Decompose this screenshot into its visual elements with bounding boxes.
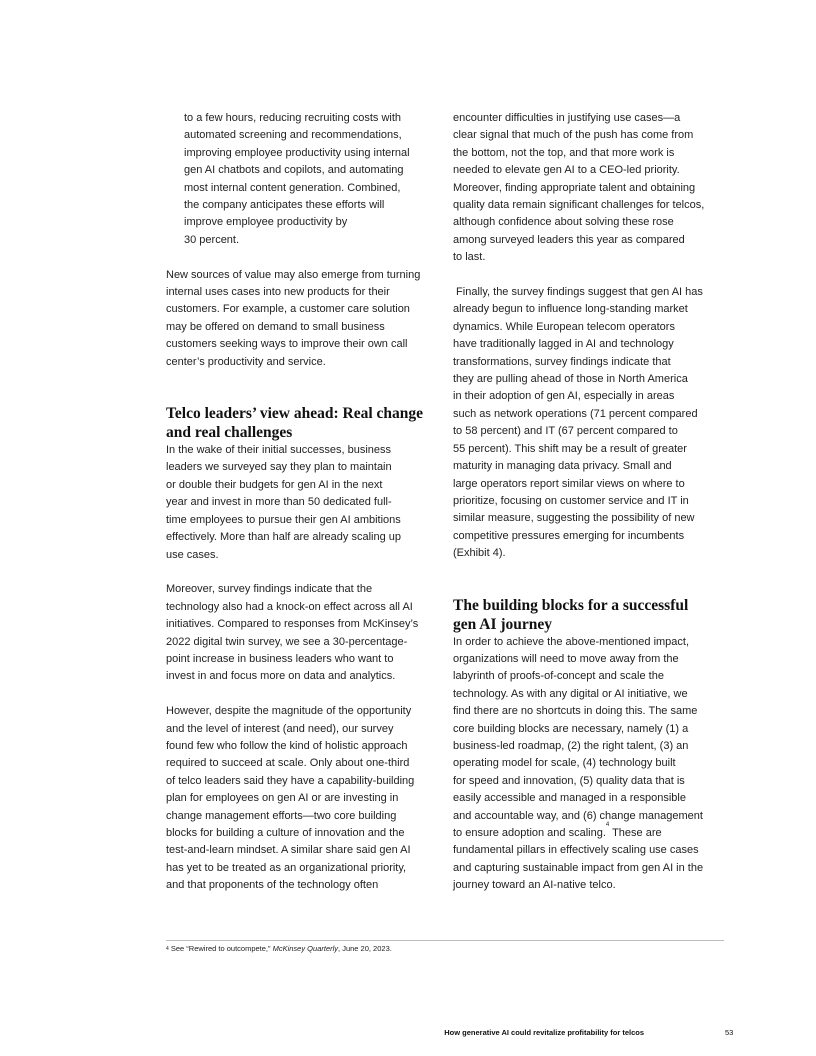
text-line: technology also had a knock-on effect across all AI — [166, 600, 413, 613]
text-line: such as network operations (71 percent compared — [453, 407, 698, 420]
text-line: labyrinth of proofs-of-concept and scale the — [453, 670, 664, 683]
text-line: Finally, the survey findings suggest that gen AI has — [453, 286, 703, 299]
text-fragment: to ensure adoption and scaling. — [453, 827, 606, 840]
text-line: business-led roadmap, (2) the right talent, (3) an — [453, 739, 689, 752]
text-line-with-footnote-ref — [453, 822, 729, 842]
text-line: and the level of interest (and need), our survey — [166, 722, 394, 735]
footnote-divider — [166, 940, 724, 941]
text-line: journey toward an AI-native telco. — [453, 879, 616, 892]
text-line: invest in and focus more on data and analytics. — [166, 670, 396, 683]
text-line: in their adoption of gen AI, especially in areas — [453, 390, 675, 403]
text-line: has yet to be treated as an organizational priority, — [166, 861, 407, 874]
footer-title: How generative AI could revitalize profitability for telcos — [444, 1028, 644, 1037]
paragraph-order — [453, 634, 729, 895]
text-line: use cases. — [166, 548, 219, 561]
text-line: although confidence about solving these rose — [453, 216, 674, 229]
text-line: they are pulling ahead of those in North America — [453, 373, 688, 386]
paragraph-new-sources — [166, 267, 438, 371]
text-line: of telco leaders said they have a capability-building — [166, 774, 415, 787]
text-line: test-and-learn mindset. A similar share said gen AI — [166, 844, 411, 857]
text-line: customers seeking ways to improve their own call — [166, 338, 408, 351]
text-line: to last. — [453, 251, 486, 264]
heading-line: gen AI journey — [453, 615, 553, 633]
text-line: internal uses cases into new products for their — [166, 286, 390, 299]
text-line: competitive pressures emerging for incumbents — [453, 529, 685, 542]
left-column — [166, 110, 438, 895]
paragraph-however — [166, 703, 438, 894]
text-line: large operators report similar views on where to — [453, 477, 685, 490]
text-line: automated screening and recommendations, — [184, 129, 402, 142]
footnote-text: , June 20, 2023. — [338, 944, 392, 953]
text-line: similar measure, suggesting the possibility of new — [453, 512, 695, 525]
section-heading-building-blocks — [453, 596, 729, 634]
text-line: already begun to influence long-standing market — [453, 303, 688, 316]
text-line: technology. As with any digital or AI initiative, we — [453, 687, 688, 700]
text-line: organizations will need to move away from the — [453, 652, 679, 665]
text-line: year and invest in more than 50 dedicated full- — [166, 496, 392, 509]
text-line: initiatives. Compared to responses from McKinsey’s — [166, 618, 419, 631]
text-line: clear signal that much of the push has come from — [453, 129, 694, 142]
paragraph-finally — [453, 284, 729, 563]
text-line: point increase in business leaders who want to — [166, 652, 394, 665]
text-line: find there are no shortcuts in doing this. The same — [453, 705, 698, 718]
footnote — [166, 944, 392, 954]
footnote-number: 4 — [166, 946, 169, 952]
text-line: for speed and innovation, (5) quality data that is — [453, 774, 685, 787]
text-line: In order to achieve the above-mentioned impact, — [453, 635, 690, 648]
text-line: improve employee productivity by — [184, 216, 348, 229]
text-line: needed to elevate gen AI to a CEO-led priority. — [453, 164, 680, 177]
paragraph-encounter — [453, 110, 729, 267]
text-line: New sources of value may also emerge from turning — [166, 268, 421, 281]
text-line: or double their budgets for gen AI in the next — [166, 478, 383, 491]
footnote-text: See “Rewired to outcompete,” — [168, 944, 273, 953]
text-line: most internal content generation. Combined, — [184, 181, 401, 194]
text-line: change management efforts—two core building — [166, 809, 397, 822]
continued-bullet — [166, 110, 438, 249]
text-line: Moreover, survey findings indicate that the — [166, 583, 373, 596]
text-line: quality data remain significant challenges for telcos, — [453, 199, 705, 212]
text-line: In the wake of their initial successes, business — [166, 444, 392, 457]
text-line: prioritize, focusing on customer service and IT in — [453, 494, 689, 507]
text-line: 55 percent). This shift may be a result of greater — [453, 442, 687, 455]
text-line: the bottom, not the top, and that more work is — [453, 146, 675, 159]
text-line: 30 percent. — [184, 233, 240, 246]
footnote-publication: McKinsey Quarterly — [272, 944, 339, 953]
text-line: effectively. More than half are already scaling up — [166, 531, 402, 544]
text-line: core building blocks are necessary, namely (1) a — [453, 722, 689, 735]
heading-line: and real challenges — [166, 424, 293, 442]
text-line: to 58 percent) and IT (67 percent compared to — [453, 425, 678, 438]
paragraph-moreover — [166, 581, 438, 685]
footnote-ref[interactable]: 4 — [605, 822, 610, 829]
text-line: easily accessible and managed in a responsible — [453, 792, 686, 805]
text-line: have traditionally lagged in AI and technology — [453, 338, 674, 351]
text-line: found few who follow the kind of holistic approach — [166, 739, 408, 752]
text-line: However, despite the magnitude of the opportunity — [166, 705, 412, 718]
text-line: and accountable way, and (6) change management — [453, 809, 703, 822]
text-line: center’s productivity and service. — [166, 355, 326, 368]
text-line: encounter difficulties in justifying use cases—a — [453, 112, 681, 124]
text-line: customers. For example, a customer care solution — [166, 303, 410, 316]
page-number: 53 — [725, 1028, 734, 1037]
text-line: among surveyed leaders this year as compared — [453, 233, 685, 246]
text-line: time employees to pursue their gen AI ambitions — [166, 513, 401, 526]
text-line: and capturing sustainable impact from gen AI in the — [453, 861, 704, 874]
text-line: the company anticipates these efforts will — [184, 199, 385, 212]
heading-line: Telco leaders’ view ahead: Real change — [166, 405, 424, 423]
text-line: 2022 digital twin survey, we see a 30-percentage- — [166, 635, 408, 648]
text-line: fundamental pillars in effectively scaling use cases — [453, 844, 699, 857]
paragraph-wake — [166, 442, 438, 564]
text-line: maturity in managing data privacy. Small and — [453, 460, 672, 473]
text-line: improving employee productivity using internal — [184, 146, 410, 159]
text-line: and that proponents of the technology often — [166, 879, 379, 892]
text-line: operating model for scale, (4) technology built — [453, 757, 676, 770]
text-line: Moreover, finding appropriate talent and obtaining — [453, 181, 696, 194]
text-fragment: These are — [609, 827, 662, 840]
right-column — [453, 110, 729, 895]
text-line: required to succeed at scale. Only about one-third — [166, 757, 410, 770]
text-line: to a few hours, reducing recruiting costs with — [184, 112, 402, 124]
text-line: leaders we surveyed say they plan to maintain — [166, 461, 392, 474]
section-heading-telco-leaders — [166, 404, 438, 442]
text-line: transformations, survey findings indicate that — [453, 355, 671, 368]
text-line: may be offered on demand to small business — [166, 320, 385, 333]
text-line: blocks for building a culture of innovation and the — [166, 826, 405, 839]
text-line: (Exhibit 4). — [453, 547, 506, 560]
text-line: dynamics. While European telecom operators — [453, 320, 675, 333]
heading-line: The building blocks for a successful — [453, 596, 689, 614]
text-line: plan for employees on gen AI or are investing in — [166, 792, 399, 805]
text-line: gen AI chatbots and copilots, and automating — [184, 164, 404, 177]
